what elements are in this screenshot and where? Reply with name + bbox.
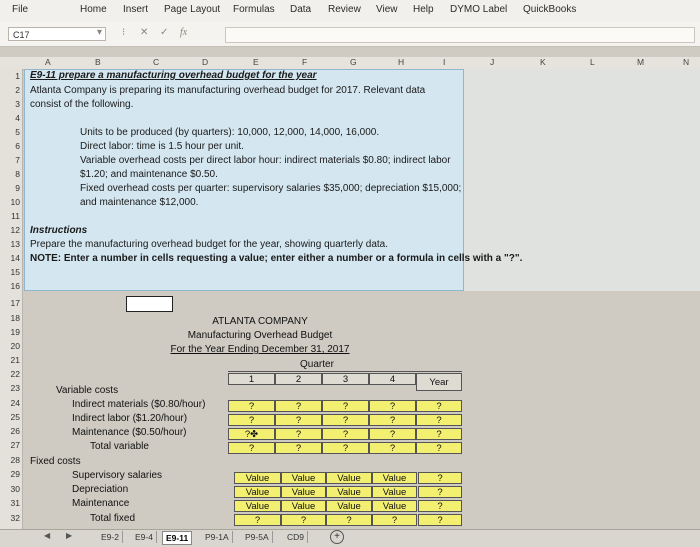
- value-cell[interactable]: Value: [234, 500, 281, 512]
- quarter-divider: [228, 371, 462, 372]
- row-number[interactable]: 13: [10, 239, 20, 249]
- intro-line: consist of the following.: [30, 99, 134, 110]
- maintenance-fixed-label: Maintenance: [72, 498, 130, 509]
- column-j[interactable]: J: [490, 57, 495, 67]
- input-cell[interactable]: ?: [418, 472, 462, 484]
- value-cell[interactable]: Value: [326, 486, 372, 498]
- value-cell[interactable]: Value: [281, 500, 326, 512]
- value-cell[interactable]: Value: [372, 486, 417, 498]
- input-cell[interactable]: ?: [322, 400, 369, 412]
- input-cell[interactable]: ?: [275, 400, 322, 412]
- input-cell[interactable]: ?: [418, 500, 462, 512]
- formula-input[interactable]: [225, 27, 695, 43]
- company-name: ATLANTA COMPANY: [212, 316, 308, 327]
- row-number[interactable]: 5: [15, 127, 20, 137]
- input-cell[interactable]: ?: [369, 428, 416, 440]
- quarter-header: Quarter: [300, 359, 334, 370]
- row-number[interactable]: 3: [15, 99, 20, 109]
- row-number[interactable]: 20: [10, 341, 20, 351]
- menu-dymo-label[interactable]: DYMO Label: [450, 4, 508, 15]
- report-title: Manufacturing Overhead Budget: [187, 330, 333, 341]
- row-number[interactable]: 24: [10, 398, 20, 408]
- chevron-left-icon[interactable]: ◀: [44, 531, 51, 540]
- input-cell[interactable]: ?: [416, 428, 462, 440]
- input-cell[interactable]: ?: [228, 442, 275, 454]
- report-period: For the Year Ending December 31, 2017: [170, 344, 350, 355]
- input-cell[interactable]: ?: [228, 400, 275, 412]
- input-cell[interactable]: ?: [275, 428, 322, 440]
- input-cell[interactable]: ?: [416, 442, 462, 454]
- menu-page-layout[interactable]: Page Layout: [164, 4, 221, 15]
- sheet-tab[interactable]: P9-1A: [202, 531, 233, 543]
- row-number[interactable]: 32: [10, 513, 20, 523]
- row-number[interactable]: 16: [10, 281, 20, 291]
- column-b[interactable]: B: [95, 57, 101, 67]
- total-variable-label: Total variable: [90, 441, 149, 452]
- row-number[interactable]: 9: [15, 183, 20, 193]
- input-cell[interactable]: ?: [418, 514, 462, 526]
- sheet-tab[interactable]: CD9: [284, 531, 308, 543]
- depreciation-label: Depreciation: [72, 484, 129, 495]
- row-number[interactable]: 31: [10, 498, 20, 508]
- fixed-overhead-line: Fixed overhead costs per quarter: supervisory salaries $35,000; depreciation $15,000;: [80, 183, 462, 194]
- row-number[interactable]: 23: [10, 383, 20, 393]
- problem-title: E9-11 prepare a manufacturing overhead budget for the year: [30, 70, 317, 81]
- row-number[interactable]: 21: [10, 355, 20, 365]
- input-cell[interactable]: ?: [322, 442, 369, 454]
- row-number[interactable]: 1: [15, 71, 20, 81]
- row-number[interactable]: 12: [10, 225, 20, 235]
- column-f[interactable]: F: [302, 57, 308, 67]
- variable-costs-label: Variable costs: [56, 385, 119, 396]
- indirect-labor-label: Indirect labor ($1.20/hour): [72, 413, 188, 424]
- quarter-2-header[interactable]: 2: [275, 373, 322, 385]
- menu-help[interactable]: Help: [413, 4, 434, 15]
- year-header[interactable]: Year: [416, 373, 462, 391]
- row-number[interactable]: 14: [10, 253, 20, 263]
- row-number[interactable]: 10: [10, 197, 20, 207]
- input-cell-with-cursor[interactable]: ?✤: [228, 428, 275, 440]
- row-number[interactable]: 29: [10, 469, 20, 479]
- input-cell[interactable]: ?: [275, 442, 322, 454]
- column-m[interactable]: M: [637, 57, 645, 67]
- column-g[interactable]: G: [350, 57, 357, 67]
- function-icon[interactable]: fx: [180, 27, 188, 38]
- chevron-down-icon[interactable]: ▾: [97, 27, 103, 38]
- column-d[interactable]: D: [202, 57, 209, 67]
- column-a[interactable]: A: [45, 57, 51, 67]
- row-number[interactable]: 30: [10, 484, 20, 494]
- sheet-tab-active[interactable]: E9-11: [162, 531, 192, 545]
- column-n[interactable]: N: [683, 57, 690, 67]
- column-i[interactable]: I: [443, 57, 446, 67]
- fixed-overhead-line: and maintenance $12,000.: [80, 197, 199, 208]
- menu-data[interactable]: Data: [290, 4, 312, 15]
- cancel-icon[interactable]: ✕: [140, 27, 149, 38]
- column-k[interactable]: K: [540, 57, 546, 67]
- row-number[interactable]: 11: [11, 211, 20, 221]
- instructions-heading: Instructions: [30, 225, 88, 236]
- menu-view[interactable]: View: [376, 4, 398, 15]
- sheet-tab[interactable]: P9-5A: [242, 531, 273, 543]
- input-cell[interactable]: ?: [322, 414, 369, 426]
- variable-overhead-line: Variable overhead costs per direct labor hour: indirect materials $0.80; indirect labor: [80, 155, 451, 166]
- name-box[interactable]: C17: [8, 27, 106, 41]
- menu-review[interactable]: Review: [328, 4, 361, 15]
- row-number[interactable]: 15: [10, 267, 20, 277]
- units-line: Units to be produced (by quarters): 10,000, 12,000, 14,000, 16,000.: [80, 127, 380, 138]
- value-cell[interactable]: Value: [234, 486, 281, 498]
- ribbon-menu-bar: [0, 0, 700, 23]
- row-number[interactable]: 7: [15, 155, 20, 165]
- value-cell[interactable]: Value: [372, 500, 417, 512]
- input-cell[interactable]: ?: [369, 414, 416, 426]
- row-number[interactable]: 8: [15, 169, 20, 179]
- input-cell[interactable]: ?: [372, 514, 417, 526]
- input-cell[interactable]: ?: [228, 414, 275, 426]
- column-c[interactable]: C: [153, 57, 160, 67]
- row-number[interactable]: 4: [15, 113, 20, 123]
- intro-line: Atlanta Company is preparing its manufacturing overhead budget for 2017. Relevant data: [30, 85, 426, 96]
- row-number[interactable]: 26: [10, 426, 20, 436]
- input-cell[interactable]: ?: [326, 514, 372, 526]
- input-cell[interactable]: ?: [418, 486, 462, 498]
- quarter-4-header[interactable]: 4: [369, 373, 416, 385]
- row-number[interactable]: 22: [10, 369, 20, 379]
- value-cell[interactable]: Value: [372, 472, 417, 484]
- row-number[interactable]: 17: [10, 298, 20, 308]
- indirect-materials-label: Indirect materials ($0.80/hour): [72, 399, 206, 410]
- variable-overhead-line: $1.20; and maintenance $0.50.: [80, 169, 218, 180]
- input-cell[interactable]: ?: [369, 400, 416, 412]
- more-icon: ⁝: [122, 27, 126, 38]
- menu-quickbooks[interactable]: QuickBooks: [523, 4, 577, 15]
- row-number[interactable]: 27: [10, 440, 20, 450]
- selected-cell-c17[interactable]: [126, 296, 173, 312]
- row-number[interactable]: 19: [10, 327, 20, 337]
- input-cell[interactable]: ?: [369, 442, 416, 454]
- input-cell[interactable]: ?: [322, 428, 369, 440]
- value-cell[interactable]: Value: [326, 472, 372, 484]
- value-cell[interactable]: Value: [326, 500, 372, 512]
- menu-file[interactable]: File: [12, 4, 29, 15]
- fixed-costs-label: Fixed costs: [30, 456, 81, 467]
- column-l[interactable]: L: [590, 57, 595, 67]
- input-cell[interactable]: ?: [416, 414, 462, 426]
- input-cell[interactable]: ?: [416, 400, 462, 412]
- row-number[interactable]: 2: [15, 85, 20, 95]
- supervisory-salaries-label: Supervisory salaries: [72, 470, 163, 481]
- input-cell[interactable]: ?: [281, 514, 326, 526]
- add-sheet-button[interactable]: +: [330, 530, 344, 544]
- row-number[interactable]: 6: [15, 141, 20, 151]
- value-cell[interactable]: Value: [281, 486, 326, 498]
- sheet-tab[interactable]: E9-4: [132, 531, 157, 543]
- confirm-icon[interactable]: ✓: [160, 27, 169, 38]
- menu-insert[interactable]: Insert: [123, 4, 149, 15]
- note-line: NOTE: Enter a number in cells requesting a value; enter either a number or a formula in cells with a "?".: [30, 253, 523, 264]
- value-cell[interactable]: Value: [234, 472, 281, 484]
- input-cell[interactable]: ?: [275, 414, 322, 426]
- value-cell[interactable]: Value: [281, 472, 326, 484]
- sheet-tab[interactable]: E9-2: [98, 531, 123, 543]
- menu-formulas[interactable]: Formulas: [233, 4, 275, 15]
- column-h[interactable]: H: [398, 57, 405, 67]
- column-e[interactable]: E: [253, 57, 259, 67]
- chevron-right-icon[interactable]: ▶: [66, 531, 73, 540]
- maintenance-variable-label: Maintenance ($0.50/hour): [72, 427, 187, 438]
- quarter-3-header[interactable]: 3: [322, 373, 369, 385]
- total-fixed-label: Total fixed: [90, 513, 136, 524]
- input-cell[interactable]: ?: [234, 514, 281, 526]
- quarter-1-header[interactable]: 1: [228, 373, 275, 385]
- row-number[interactable]: 25: [10, 412, 20, 422]
- labor-line: Direct labor: time is 1.5 hour per unit.: [80, 141, 244, 152]
- row-number[interactable]: 28: [10, 455, 20, 465]
- row-number[interactable]: 18: [10, 313, 20, 323]
- menu-home[interactable]: Home: [80, 4, 107, 15]
- instructions-line: Prepare the manufacturing overhead budget for the year, showing quarterly data.: [30, 239, 389, 250]
